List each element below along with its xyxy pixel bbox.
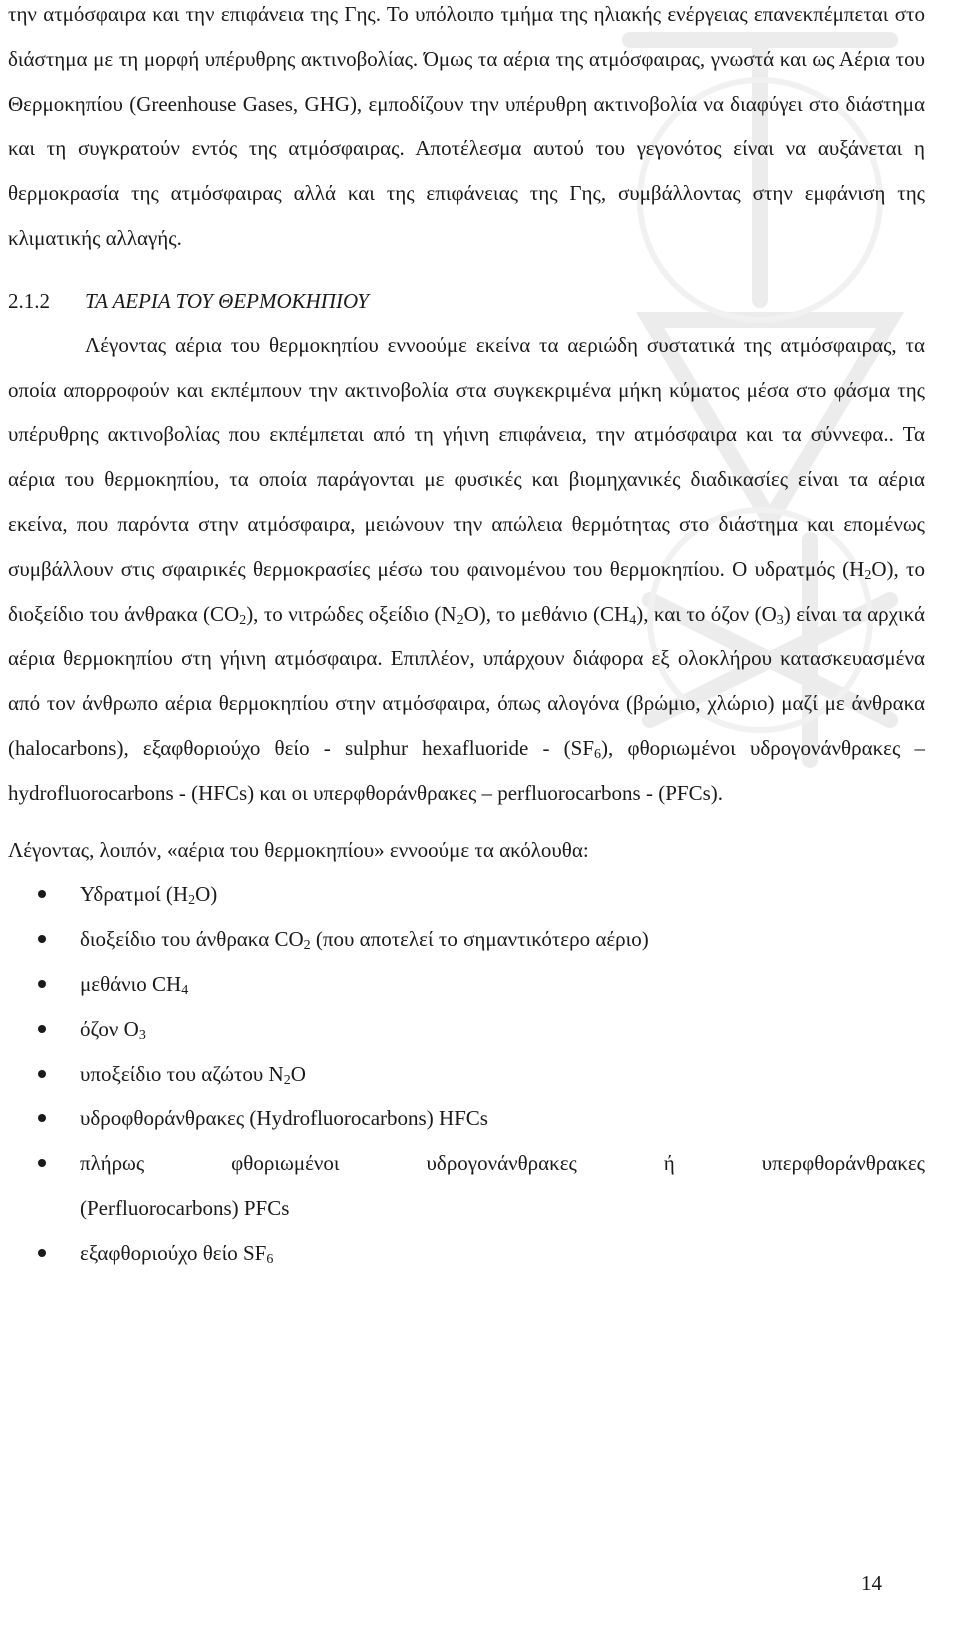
item-text: Υδρατμοί (H	[80, 882, 189, 907]
item-text: υδροφθοράνθρακες (Hydrofluorocarbons) HFCs	[80, 1106, 488, 1131]
text-segment: Λέγοντας αέρια του θερμοκηπίου εννοούμε εκείνα τα αεριώδη συστατικά της ατμόσφαιρας, τα οποία απορροφούν και εκπέμπουν την ακτινοβολία στα συγκεκριμένα μήκη κύματος μέσα στο φάσμα της υπέρυθρης ακτινοβολίας που εκπέμπεται από τη γήινη επιφάνεια, την ατμόσφαιρα και τα σύννεφα.. Τα αέρια του θερμοκηπίου, τα οποία παράγονται με φυσικές και βιομηχανικές διαδικασίες είναι τα αέρια εκείνα, που παρόντα στην ατμόσφαιρα, μειώνουν την απώλεια θερμότητας στο διάστημα και επομένως συμβάλλουν στις σφαιρικές θερμοκρασίες μέσω του φαινομένου του θερμοκηπίου. Ο υδρατμός (H	[8, 332, 925, 581]
item-text: (Perfluorocarbons) PFCs	[80, 1195, 290, 1220]
subscript: 2	[303, 938, 311, 954]
item-text: O	[290, 1061, 306, 1086]
text-segment: O), το μεθάνιο (CH	[463, 601, 630, 626]
text-segment: ), και το όζον (O	[636, 601, 777, 626]
subscript: 2	[239, 612, 247, 628]
item-text: εξαφθοριούχο θείο SF	[80, 1240, 267, 1265]
item-text: διοξείδιο του άνθρακα CO	[80, 927, 304, 952]
bullet-icon	[38, 890, 46, 898]
subscript: 3	[776, 612, 784, 628]
greenhouse-gases-paragraph	[8, 323, 925, 816]
subscript: 2	[188, 893, 196, 909]
subscript: 2	[283, 1072, 291, 1088]
bullet-icon	[38, 1025, 46, 1033]
subscript: 2	[864, 567, 872, 583]
bullet-icon	[38, 1114, 46, 1122]
section-title: ΤΑ ΑΕΡΙΑ ΤΟΥ ΘΕΡΜΟΚΗΠΙΟΥ	[85, 288, 369, 313]
list-item	[8, 1096, 925, 1141]
bullet-icon	[38, 1249, 46, 1257]
subscript: 3	[138, 1027, 146, 1043]
subscript: 6	[266, 1251, 274, 1267]
bullet-icon	[38, 1070, 46, 1078]
text-segment: ), φθοριωμένοι υδρογονάνθρακες – hydrofluorocarbons - (HFCs) και οι υπερφθοράνθρακες – perfluorocarbons - (PFCs).	[8, 735, 925, 805]
item-text: πλήρως φθοριωμένοι υδρογονάνθρακες ή υπερφθοράνθρακες	[80, 1151, 925, 1176]
text-segment: ) είναι τα αρχικά αέρια θερμοκηπίου στη γήινη ατμόσφαιρα. Επιπλέον, υπάρχουν διάφορα εξ ολοκλήρου κατασκευασμένα από τον άνθρωπο αέρια θερμοκηπίου στην ατμόσφαιρα, όπως αλογόνα (βρώμιο, χλώριο) μαζί με άνθρακα (halocarbons), εξαφθοριούχο θείο - sulphur hexafluoride - (SF	[8, 601, 925, 760]
bullet-icon	[38, 935, 46, 943]
item-text: μεθάνιο CH	[80, 971, 182, 996]
list-item	[8, 962, 925, 1007]
list-item	[8, 1141, 925, 1231]
section-heading	[8, 279, 925, 323]
list-item	[8, 1007, 925, 1052]
page-number: 14	[861, 1571, 882, 1595]
greenhouse-gases-list	[8, 872, 925, 1275]
list-item	[8, 1052, 925, 1097]
text-segment: O), το διοξείδιο του άνθρακα (CO	[8, 556, 925, 626]
item-text: υποξείδιο του αζώτου N	[80, 1061, 284, 1086]
subscript: 4	[181, 982, 189, 998]
intro-paragraph: την ατμόσφαιρα και την επιφάνεια της Γης. Το υπόλοιπο τμήμα της ηλιακής ενέργειας επανεκπέμπεται στο διάστημα με τη μορφή υπέρυθρης ακτινοβολίας. Όμως τα αέρια της ατμόσφαιρας, γνωστά και ως Αέρια του Θερμοκηπίου (Greenhouse Gases, GHG), εμποδίζουν την υπέρυθρη ακτινοβολία να διαφύγει στο διάστημα και τη συγκρατούν εντός της ατμόσφαιρας. Αποτέλεσμα αυτού του γεγονότος είναι να αυξάνεται η θερμοκρασία της ατμόσφαιρας αλλά και της επιφάνειας της Γης, συμβάλλοντας στην εμφάνιση της κλιματικής αλλαγής.	[8, 2, 925, 250]
item-text: O)	[195, 882, 218, 907]
subscript: 6	[594, 746, 602, 762]
bullet-icon	[38, 980, 46, 988]
list-intro-paragraph: Λέγοντας, λοιπόν, «αέρια του θερμοκηπίου» εννοούμε τα ακόλουθα:	[8, 837, 589, 862]
subscript: 4	[629, 612, 637, 628]
bullet-icon	[38, 1159, 46, 1167]
item-text: όζον O	[80, 1016, 139, 1041]
list-item	[8, 872, 925, 917]
list-item	[8, 917, 925, 962]
section-number: 2.1.2	[8, 288, 50, 313]
list-item	[8, 1231, 925, 1276]
subscript: 2	[456, 612, 464, 628]
item-text: (που αποτελεί το σημαντικότερο αέριο)	[310, 927, 649, 952]
text-segment: ), το νιτρώδες οξείδιο (N	[246, 601, 457, 626]
